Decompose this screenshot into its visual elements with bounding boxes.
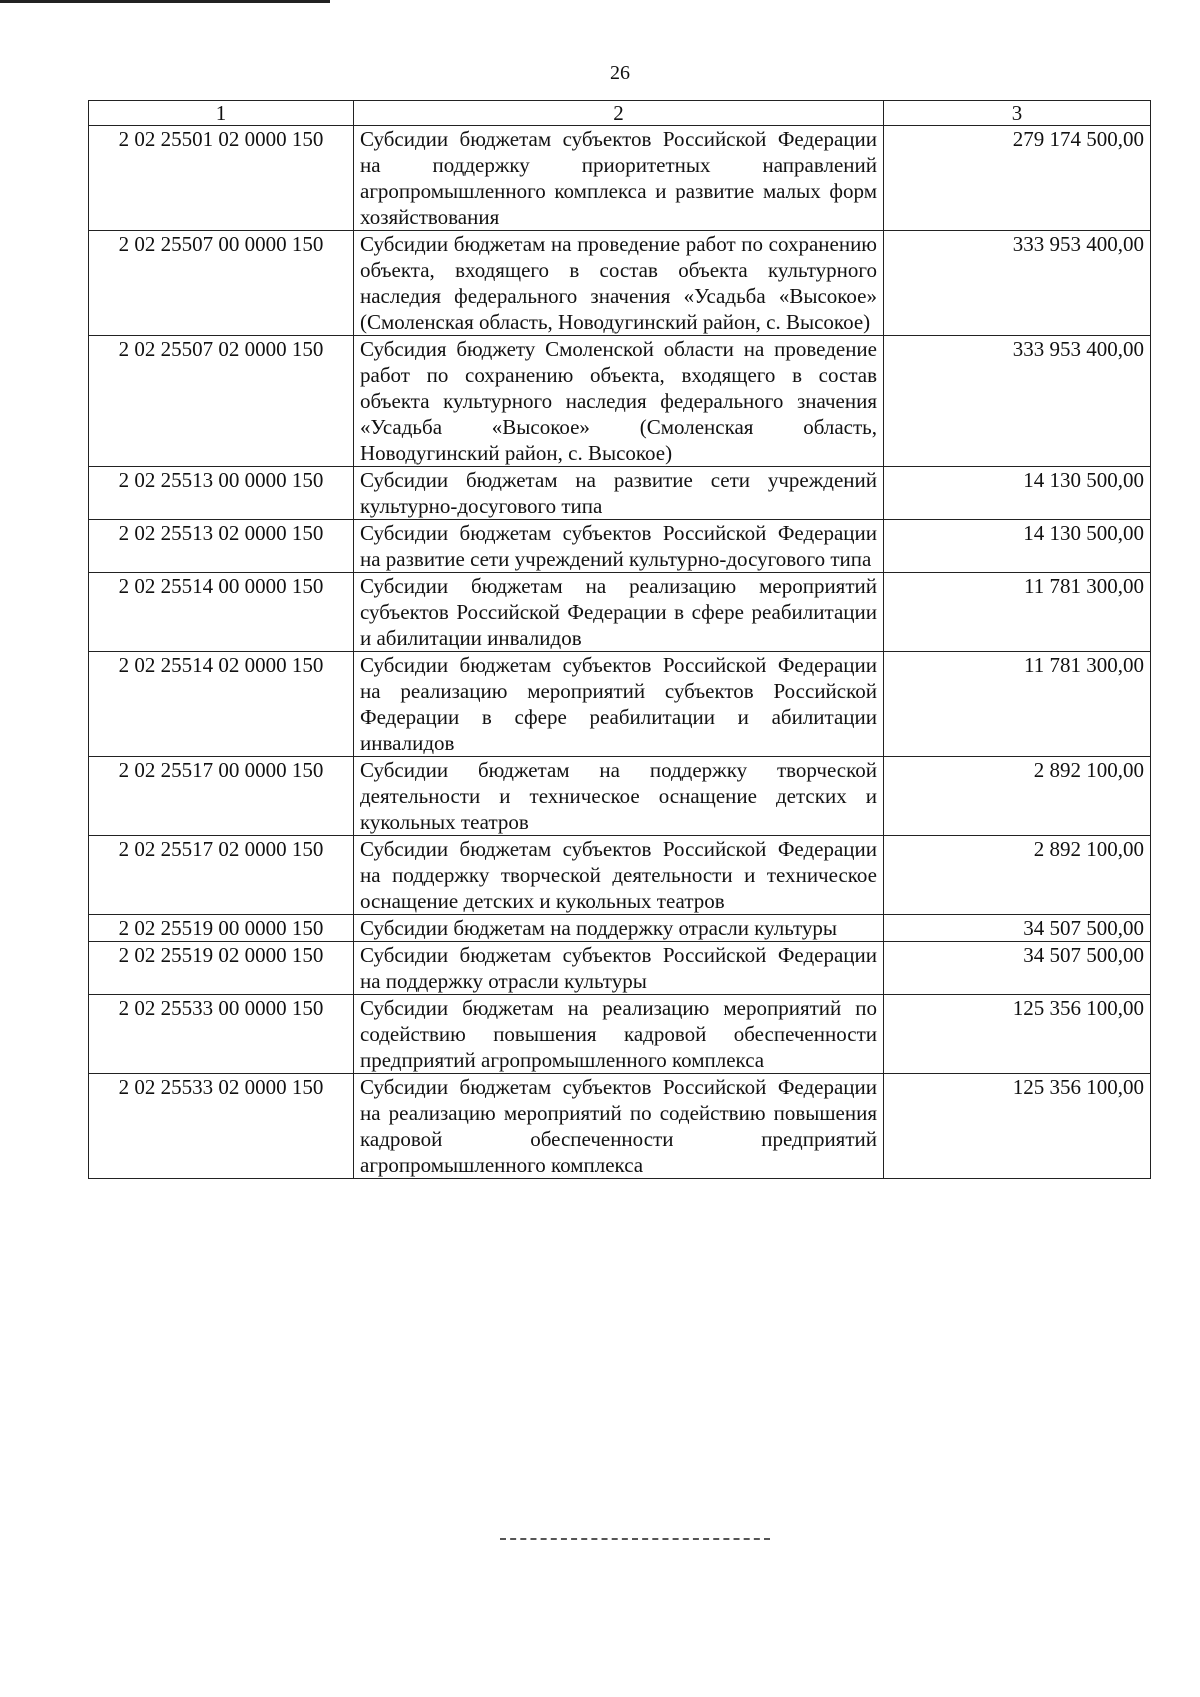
amount: 11 781 300,00 (884, 573, 1151, 652)
amount: 333 953 400,00 (884, 336, 1151, 467)
income-name: Субсидии бюджетам субъектов Российской Федерации на поддержку отрасли культуры (354, 942, 884, 995)
amount: 125 356 100,00 (884, 1074, 1151, 1179)
header-row (89, 101, 1151, 126)
table-row (89, 467, 1151, 520)
table-row (89, 520, 1151, 573)
classification-code: 2 02 25517 02 0000 150 (89, 836, 354, 915)
classification-code: 2 02 25519 02 0000 150 (89, 942, 354, 995)
income-name: Субсидия бюджету Смоленской области на проведение работ по сохранению объекта, входящего в состав объекта культурного наследия федерального значения «Усадьба «Высокое» (Смоленская область, Новодугинский район, с. Высокое) (354, 336, 884, 467)
amount: 333 953 400,00 (884, 231, 1151, 336)
classification-code: 2 02 25513 00 0000 150 (89, 467, 354, 520)
table-row (89, 836, 1151, 915)
income-name: Субсидии бюджетам на реализацию мероприятий субъектов Российской Федерации в сфере реабилитации и абилитации инвалидов (354, 573, 884, 652)
income-name: Субсидии бюджетам субъектов Российской Федерации на поддержку приоритетных направлений агропромышленного комплекса и развитие малых форм хозяйствования (354, 126, 884, 231)
classification-code: 2 02 25513 02 0000 150 (89, 520, 354, 573)
amount: 125 356 100,00 (884, 995, 1151, 1074)
table-row (89, 231, 1151, 336)
classification-code: 2 02 25533 02 0000 150 (89, 1074, 354, 1179)
income-name: Субсидии бюджетам субъектов Российской Федерации на реализацию мероприятий субъектов Российской Федерации в сфере реабилитации и абилитации инвалидов (354, 652, 884, 757)
amount: 2 892 100,00 (884, 836, 1151, 915)
table-row (89, 915, 1151, 942)
classification-code: 2 02 25501 02 0000 150 (89, 126, 354, 231)
table-row (89, 757, 1151, 836)
amount: 14 130 500,00 (884, 520, 1151, 573)
amount: 279 174 500,00 (884, 126, 1151, 231)
income-name: Субсидии бюджетам на поддержку творческой деятельности и техническое оснащение детских и кукольных театров (354, 757, 884, 836)
table-row (89, 942, 1151, 995)
income-name: Субсидии бюджетам субъектов Российской Федерации на реализацию мероприятий по содействию повышения кадровой обеспеченности предприятий агропромышленного комплекса (354, 1074, 884, 1179)
classification-code: 2 02 25533 00 0000 150 (89, 995, 354, 1074)
table-body (89, 126, 1151, 1179)
amount: 34 507 500,00 (884, 942, 1151, 995)
classification-code: 2 02 25514 00 0000 150 (89, 573, 354, 652)
page-number: 26 (610, 62, 630, 84)
income-name: Субсидии бюджетам на реализацию мероприятий по содействию повышения кадровой обеспеченности предприятий агропромышленного комплекса (354, 995, 884, 1074)
amount: 2 892 100,00 (884, 757, 1151, 836)
table-row (89, 336, 1151, 467)
income-name: Субсидии бюджетам на проведение работ по сохранению объекта, входящего в состав объекта культурного наследия федерального значения «Усадьба «Высокое» (Смоленская область, Новодугинский район, с. Высокое) (354, 231, 884, 336)
classification-code: 2 02 25514 02 0000 150 (89, 652, 354, 757)
income-name: Субсидии бюджетам субъектов Российской Федерации на поддержку творческой деятельности и техническое оснащение детских и кукольных театров (354, 836, 884, 915)
income-name: Субсидии бюджетам субъектов Российской Федерации на развитие сети учреждений культурно-досугового типа (354, 520, 884, 573)
header-col-3: 3 (884, 101, 1151, 126)
table-row (89, 1074, 1151, 1179)
classification-code: 2 02 25507 02 0000 150 (89, 336, 354, 467)
table-row (89, 995, 1151, 1074)
header-col-2: 2 (354, 101, 884, 126)
amount: 14 130 500,00 (884, 467, 1151, 520)
header-col-1: 1 (89, 101, 354, 126)
classification-code: 2 02 25517 00 0000 150 (89, 757, 354, 836)
table-row (89, 652, 1151, 757)
table-row (89, 573, 1151, 652)
budget-table (88, 100, 1151, 1179)
income-name: Субсидии бюджетам на поддержку отрасли культуры (354, 915, 884, 942)
top-scan-rule (0, 0, 330, 3)
classification-code: 2 02 25519 00 0000 150 (89, 915, 354, 942)
footer-dashed-line (500, 1538, 770, 1540)
amount: 11 781 300,00 (884, 652, 1151, 757)
table-header (89, 101, 1151, 126)
classification-code: 2 02 25507 00 0000 150 (89, 231, 354, 336)
amount: 34 507 500,00 (884, 915, 1151, 942)
income-name: Субсидии бюджетам на развитие сети учреждений культурно-досугового типа (354, 467, 884, 520)
table-row (89, 126, 1151, 231)
